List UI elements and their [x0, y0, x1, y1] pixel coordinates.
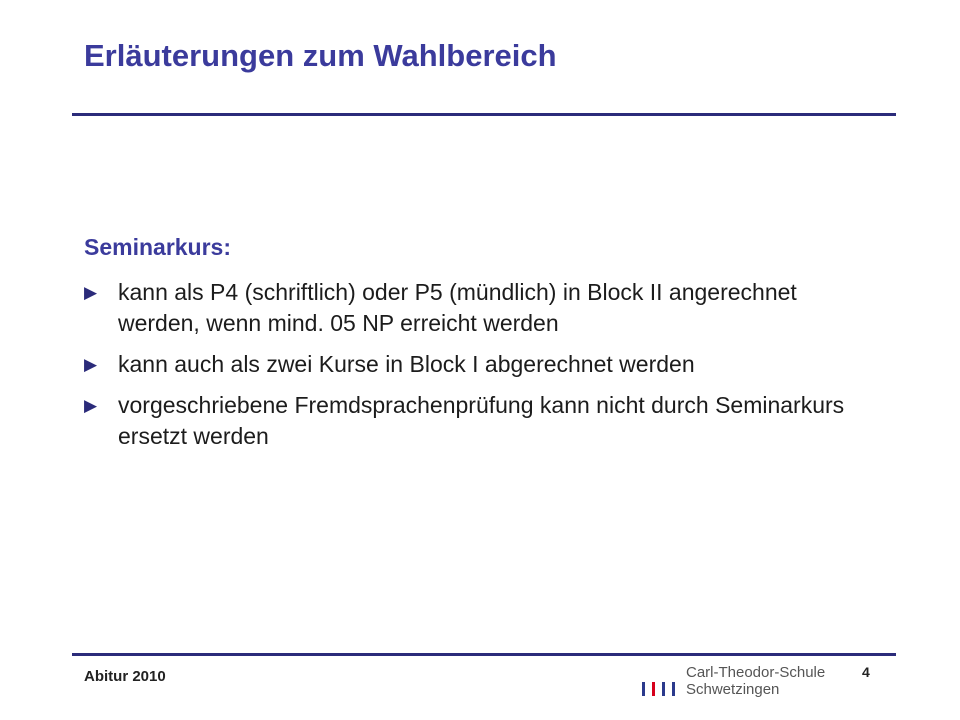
- logo-bar: [642, 682, 645, 696]
- footer-label: Abitur 2010: [84, 668, 166, 685]
- logo-bar: [672, 682, 675, 696]
- bullet-text: kann als P4 (schriftlich) oder P5 (mündlich) in Block II angerechnet werden, wenn mind. 05 NP erreicht werden: [118, 279, 797, 336]
- triangle-right-icon: ▶: [84, 396, 98, 415]
- bullet-text: kann auch als zwei Kurse in Block I abgerechnet werden: [118, 351, 695, 377]
- triangle-right-icon: ▶: [84, 283, 98, 302]
- page-number: 4: [862, 664, 870, 680]
- school-logo: [642, 664, 842, 704]
- bullet-text: vorgeschriebene Fremdsprachenprüfung kann nicht durch Seminarkurs ersetzt werden: [118, 392, 845, 449]
- list-item: [84, 277, 864, 339]
- footer-divider: [72, 653, 896, 656]
- slide-title: Erläuterungen zum Wahlbereich: [84, 38, 557, 73]
- title-divider: [72, 113, 896, 116]
- list-item: [84, 349, 864, 380]
- logo-bar: [652, 682, 655, 696]
- logo-line-2: Schwetzingen: [686, 681, 780, 698]
- section-heading: Seminarkurs:: [84, 234, 232, 260]
- logo-text: [686, 664, 825, 698]
- logo-line-1: Carl-Theodor-Schule: [686, 664, 826, 681]
- bullet-list: [84, 277, 864, 462]
- list-item: [84, 390, 864, 452]
- logo-bars-icon: [642, 682, 676, 696]
- triangle-right-icon: ▶: [84, 355, 98, 374]
- logo-bar: [662, 682, 665, 696]
